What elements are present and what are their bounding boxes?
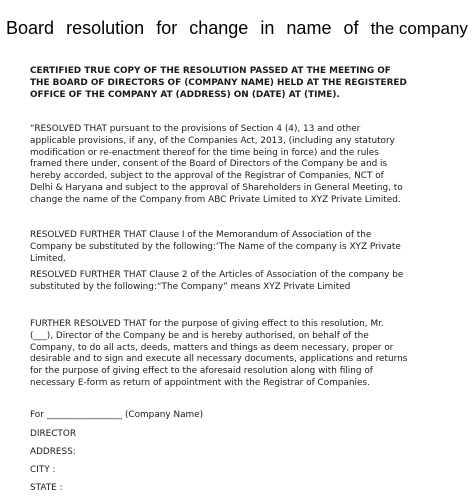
resolution-paragraph-articles [30,270,450,294]
title-word: for [156,18,178,38]
paragraph-line: Company, to do all acts, deeds, matters and things as deem necessary, proper or [30,342,394,353]
title-word: name [286,18,332,38]
title-word: change [189,18,249,38]
signature-state: STATE : [30,483,63,493]
heading-line: OFFICE OF THE COMPANY AT (ADDRESS) ON (DATE) AT (TIME). [30,89,340,100]
paragraph-line: (___), Director of the Company be and is hereby authorised, on behalf of the [30,330,369,341]
paragraph-line: applicable provisions, if any, of the Companies Act, 2013, (including any statutory [30,135,395,146]
page-title [6,18,468,39]
paragraph-line: hereby accorded, subject to the approval of the Registrar of Companies, NCT of [30,171,384,182]
signature-for-line: For _________________ (Company Name) [30,410,204,420]
paragraph-line: for the purpose of giving effect to the aforesaid resolution along with filing of [30,366,373,377]
signature-director: DIRECTOR [30,429,76,439]
title-word: Board [6,18,55,38]
paragraph-line: desirable and to sign and execute all necessary documents, applications and returns [30,354,408,365]
paragraph-line: FURTHER RESOLVED THAT for the purpose of giving effect to this resolution, Mr. [30,319,384,329]
paragraph-line: framed there under, consent of the Board of Directors of the Company be and is [30,159,388,170]
title-word: in [260,18,275,38]
paragraph-line: “RESOLVED THAT pursuant to the provisions of Section 4 (4), 13 and other [30,124,361,134]
paragraph-line: Limited. [30,253,66,264]
paragraph-line: necessary E-form as return of appointment with the Registrar of Companies. [30,377,370,388]
title-word: the company [370,19,468,38]
signature-city: CITY : [30,465,56,475]
paragraph-line: Company be substituted by the following:‘The Name of the company is XYZ Private [30,241,401,252]
title-word: of [343,18,359,38]
signature-address: ADDRESS: [30,447,76,457]
resolution-paragraph-memorandum [30,230,450,265]
heading-line: THE BOARD OF DIRECTORS OF (COMPANY NAME) HELD AT THE REGISTERED [30,77,407,88]
paragraph-line: RESOLVED FURTHER THAT Clause 2 of the Articles of Association of the company be [30,270,404,280]
paragraph-line: RESOLVED FURTHER THAT Clause I of the Memorandum of Association of the [30,230,372,240]
resolution-heading [30,66,450,101]
paragraph-line: Delhi & Haryana and subject to the approval of Shareholders in General Meeting, to [30,182,403,193]
resolution-paragraph-main [30,124,450,207]
heading-line: CERTIFIED TRUE COPY OF THE RESOLUTION PASSED AT THE MEETING OF [30,66,391,76]
paragraph-line: modification or re-enactment thereof for the time being in force) and the rules [30,147,379,158]
paragraph-line: change the name of the Company from ABC Private Limited to XYZ Private Limited. [30,194,401,205]
title-word: resolution [66,18,145,38]
resolution-paragraph-authorisation [30,319,450,390]
paragraph-line: substituted by the following:“The Company” means XYZ Private Limited [30,281,351,292]
